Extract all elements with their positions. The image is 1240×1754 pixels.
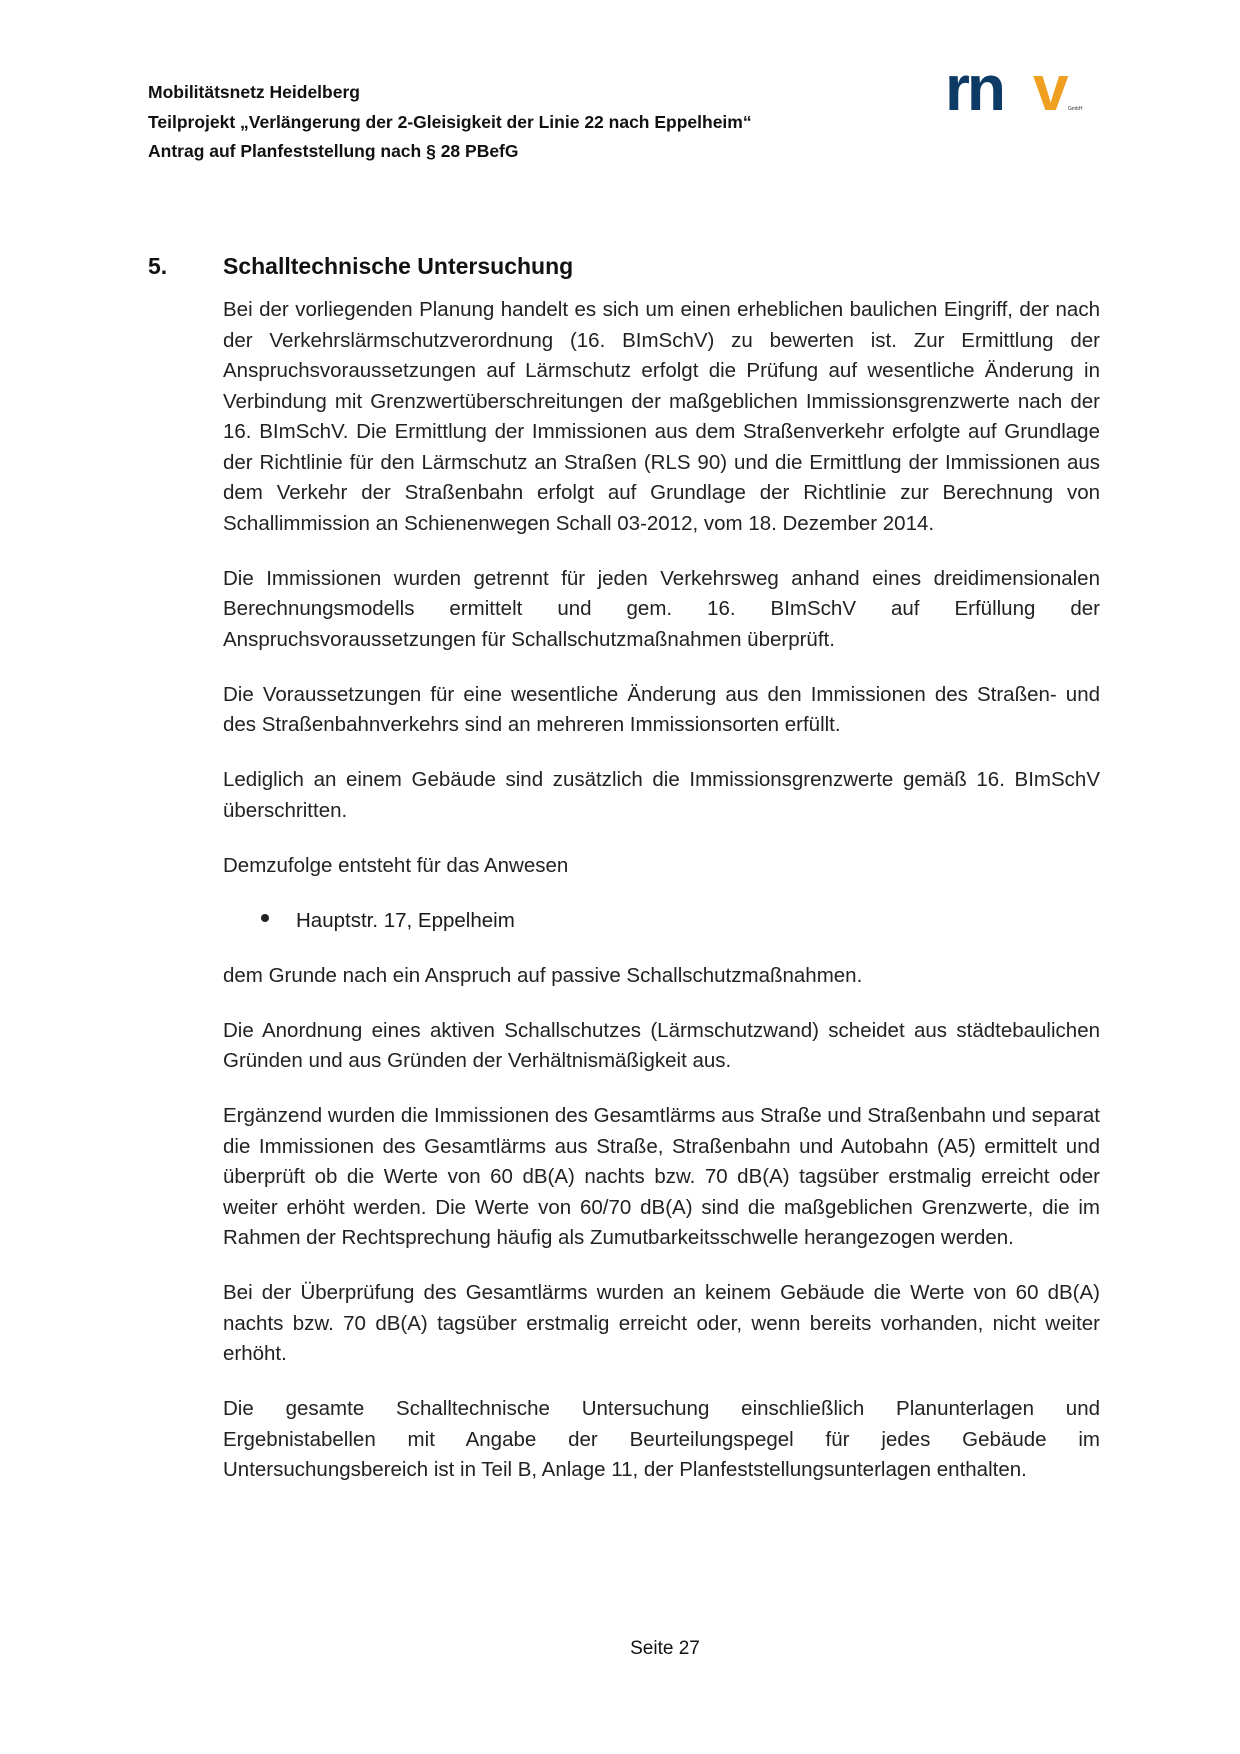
rnv-logo xyxy=(945,52,1085,124)
document-header xyxy=(148,78,752,167)
paragraph: Die gesamte Schalltechnische Untersuchung einschließlich Planunterlagen und Ergebnistabellen mit Angabe der Beurteilungspegel für jedes Gebäude im Untersuchungsbereich ist in Teil B, Anlage 11, der Planfeststellungsunterlagen enthalten. xyxy=(223,1397,1100,1481)
paragraph: Bei der vorliegenden Planung handelt es sich um einen erheblichen baulichen Eingriff, der nach der Verkehrslärmschutzverordnung (16. BImSchV) zu bewerten ist. Zur Ermittlung der Anspruchsvoraussetzungen auf Lärmschutz erfolgt die Prüfung auf wesentliche Änderung in Verbindung mit Grenzwertüberschreitungen der maßgeblichen Immissionsgrenzwerte nach der 16. BImSchV. Die Ermittlung der Immissionen aus dem Straßenverkehr erfolgte auf Grundlage der Richtlinie für den Lärmschutz an Straßen (RLS 90) und die Ermittlung der Immissionen aus dem Verkehr der Straßenbahn erfolgt auf Grundlage der Richtlinie zur Berechnung von Schallimmission an Schienenwegen Schall 03-2012, vom 18. Dezember 2014. xyxy=(223,298,1100,535)
paragraph: Die Voraussetzungen für eine wesentliche Änderung aus den Immissionen des Straßen- und des Straßenbahnverkehrs sind an mehreren Immissionsorten erfüllt. xyxy=(223,682,1100,736)
logo-rn: rn xyxy=(945,52,1003,124)
section-body xyxy=(223,295,1100,1510)
header-project: Mobilitätsnetz Heidelberg xyxy=(148,82,360,102)
paragraph: Die Immissionen wurden getrennt für jeden Verkehrsweg anhand eines dreidimensionalen Berechnungsmodells ermittelt und gem. 16. BImSchV auf Erfüllung der Anspruchsvoraussetzungen für Schallschutzmaßnahmen überprüft. xyxy=(223,566,1100,651)
page-number: Seite 27 xyxy=(630,1638,700,1659)
paragraph: dem Grunde nach ein Anspruch auf passive Schallschutzmaßnahmen. xyxy=(223,963,863,987)
header-subproject: Teilprojekt „Verlängerung der 2-Gleisigkeit der Linie 22 nach Eppelheim“ xyxy=(148,111,752,132)
paragraph: Lediglich an einem Gebäude sind zusätzlich die Immissionsgrenzwerte gemäß 16. BImSchV überschritten. xyxy=(223,768,1100,822)
paragraph: Die Anordnung eines aktiven Schallschutzes (Lärmschutzwand) scheidet aus städtebaulichen Gründen und aus Gründen der Verhältnismäßigkeit aus. xyxy=(223,1018,1100,1072)
logo-v: v xyxy=(1033,52,1069,124)
logo-suffix: GmbH xyxy=(1068,106,1083,112)
paragraph: Ergänzend wurden die Immissionen des Gesamtlärms aus Straße und Straßenbahn und separat die Immissionen des Gesamtlärms aus Straße, Straßenbahn und Autobahn (A5) ermittelt und überprüft ob die Werte von 60 dB(A) nachts bzw. 70 dB(A) tagsüber erstmalig erreicht oder weiter erhöht werden. Die Werte von 60/70 dB(A) sind die maßgeblichen Grenzwerte, die im Rahmen der Rechtsprechung häufig als Zumutbarkeitsschwelle herangezogen werden. xyxy=(223,1104,1100,1249)
section-title: Schalltechnische Untersuchung xyxy=(223,253,574,279)
list-item-text: Hauptstr. 17, Eppelheim xyxy=(296,908,515,932)
paragraph: Demzufolge entsteht für das Anwesen xyxy=(223,853,569,877)
section-number: 5. xyxy=(148,253,168,279)
header-application: Antrag auf Planfeststellung nach § 28 PBefG xyxy=(148,141,519,161)
list-item xyxy=(223,906,1100,937)
bullet-icon xyxy=(261,914,269,922)
section-heading xyxy=(148,251,1100,281)
paragraph: Bei der Überprüfung des Gesamtlärms wurden an keinem Gebäude die Werte von 60 dB(A) nachts bzw. 70 dB(A) tagsüber erstmalig erreicht oder, wenn bereits vorhanden, nicht weiter erhöht. xyxy=(223,1281,1100,1365)
